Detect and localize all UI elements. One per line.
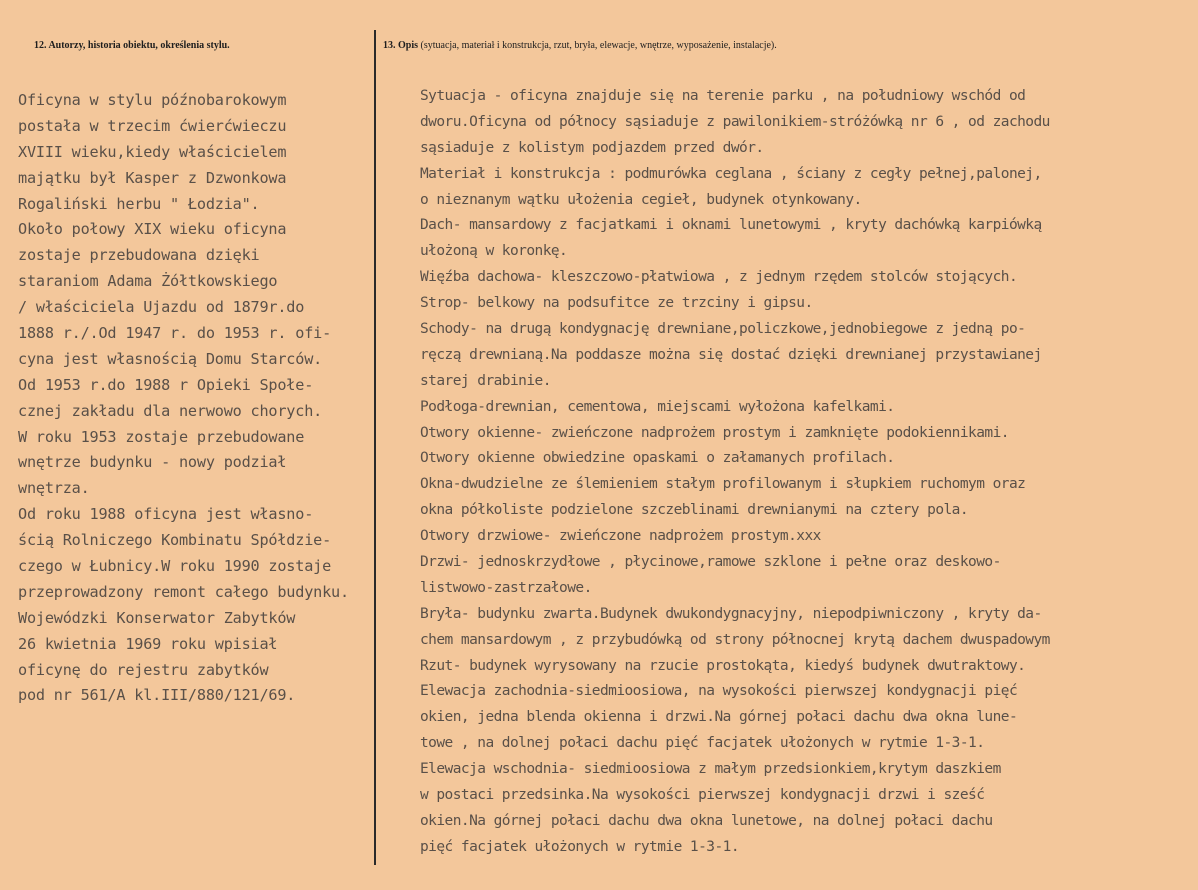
history-line: ścią Rolniczego Kombinatu Spółdzie- xyxy=(18,531,332,550)
description-line: okna półkoliste podzielone szczeblinami drewnianymi na cztery pola. xyxy=(420,502,969,519)
description-line: Dach- mansardowy z facjatkami i oknami lunetowymi , kryty dachówką karpiówką xyxy=(420,217,1042,234)
history-line: XVIII wieku,kiedy właścicielem xyxy=(18,142,287,161)
section-13-heading xyxy=(383,40,777,51)
section-12-heading xyxy=(34,40,230,51)
description-line: sąsiaduje z kolistym podjazdem przed dwór. xyxy=(420,139,764,156)
description-line: okien.Na górnej połaci dachu dwa okna lunetowe, na dolnej połaci dachu xyxy=(420,812,993,829)
history-line: wnętrze budynku - nowy podział xyxy=(18,453,287,472)
description-line: Otwory okienne- zwieńczone nadprożem prostym i zamknięte podokiennikami. xyxy=(420,424,1009,441)
history-line: Od roku 1988 oficyna jest własno- xyxy=(18,505,314,524)
description-line: ręczą drewnianą.Na poddasze można się dostać dzięki drewnianej przystawianej xyxy=(420,346,1042,363)
history-line: postała w trzecim ćwierćwieczu xyxy=(18,116,287,135)
description-line: Otwory okienne obwiedzine opaskami o załamanych profilach. xyxy=(420,450,895,467)
description-line: chem mansardowym , z przybudówką od strony północnej krytą dachem dwuspadowym xyxy=(420,631,1050,648)
description-line: Materiał i konstrukcja : podmurówka ceglana , ściany z cegły pełnej,palonej, xyxy=(420,165,1042,182)
description-line: pięć facjatek ułożonych w rytmie 1-3-1. xyxy=(420,838,740,855)
history-line: / właściciela Ujazdu od 1879r.do xyxy=(18,298,305,317)
history-line: oficynę do rejestru zabytków xyxy=(18,660,269,679)
history-line: 26 kwietnia 1969 roku wpisiał xyxy=(18,634,278,653)
description-line: Podłoga-drewnian, cementowa, miejscami wyłożona kafelkami. xyxy=(420,398,895,415)
description-line: okien, jedna blenda okienna i drzwi.Na górnej połaci dachu dwa okna lune- xyxy=(420,709,1018,726)
history-line: staraniom Adama Żółtkowskiego xyxy=(18,272,278,291)
description-line: Schody- na drugą kondygnację drewniane,policzkowe,jednobiegowe z jedną po- xyxy=(420,321,1026,338)
history-line: zostaje przebudowana dzięki xyxy=(18,246,260,265)
description-line: Otwory drzwiowe- zwieńczone nadprożem prostym.xxx xyxy=(420,528,821,545)
history-line: 1888 r./.Od 1947 r. do 1953 r. ofi- xyxy=(18,324,332,343)
description-line: Bryła- budynku zwarta.Budynek dwukondygnacyjny, niepodpiwniczony , kryty da- xyxy=(420,605,1042,622)
description-line: Strop- belkowy na podsufitce ze trzciny i gipsu. xyxy=(420,295,813,312)
history-text-column xyxy=(18,88,349,709)
description-line: Więźba dachowa- kleszczowo-płatwiowa , z jednym rzędem stolców stojących. xyxy=(420,269,1018,286)
history-line: Rogaliński herbu " Łodzia". xyxy=(18,194,260,213)
history-line: Około połowy XIX wieku oficyna xyxy=(18,220,287,239)
history-line: majątku był Kasper z Dzwonkowa xyxy=(18,168,287,187)
section-13-heading-text: (sytuacja, materiał i konstrukcja, rzut, bryła, elewacje, wnętrze, wyposażenie, instalacje). xyxy=(418,40,777,51)
description-line: starej drabinie. xyxy=(420,372,551,389)
section-13-heading-number: 13. Opis xyxy=(383,40,419,51)
section-12-heading-text: 12. Autorzy, historia obiektu, określenia stylu. xyxy=(34,40,230,51)
history-line: wnętrza. xyxy=(18,479,90,498)
description-line: dworu.Oficyna od północy sąsiaduje z pawilonikiem-stróżówką nr 6 , od zachodu xyxy=(420,113,1050,130)
history-line: cyna jest własnością Domu Starców. xyxy=(18,349,323,368)
column-divider xyxy=(374,30,376,865)
history-line: przeprowadzony remont całego budynku. xyxy=(18,582,349,601)
description-line: Sytuacja - oficyna znajduje się na terenie parku , na południowy wschód od xyxy=(420,88,1026,104)
history-line: Wojewódzki Konserwator Zabytków xyxy=(18,608,296,627)
history-line: Oficyna w stylu późnobarokowym xyxy=(18,91,287,109)
description-line: Okna-dwudzielne ze ślemieniem stałym profilowanym i słupkiem ruchomym oraz xyxy=(420,476,1026,493)
history-line: Od 1953 r.do 1988 r Opieki Społe- xyxy=(18,375,314,394)
history-line: cznej zakładu dla nerwowo chorych. xyxy=(18,401,323,420)
description-line: listwowo-zastrzałowe. xyxy=(420,579,592,596)
description-line: ułożoną w koronkę. xyxy=(420,243,568,260)
description-line: Drzwi- jednoskrzydłowe , płycinowe,ramowe szklone i pełne oraz deskowo- xyxy=(420,554,1001,571)
history-line: pod nr 561/A kl.III/880/121/69. xyxy=(18,686,296,705)
description-text-column xyxy=(420,84,1050,861)
description-line: towe , na dolnej połaci dachu pięć facjatek ułożonych w rytmie 1-3-1. xyxy=(420,735,985,752)
description-line: Elewacja zachodnia-siedmioosiowa, na wysokości pierwszej kondygnacji pięć xyxy=(420,683,1018,700)
description-line: Rzut- budynek wyrysowany na rzucie prostokąta, kiedyś budynek dwutraktowy. xyxy=(420,657,1026,674)
history-line: czego w Łubnicy.W roku 1990 zostaje xyxy=(18,557,332,576)
description-line: Elewacja wschodnia- siedmioosiowa z małym przedsionkiem,krytym daszkiem xyxy=(420,761,1001,778)
description-line: o nieznanym wątku ułożenia cegieł, budynek otynkowany. xyxy=(420,191,862,208)
history-line: W roku 1953 zostaje przebudowane xyxy=(18,427,305,446)
description-line: w postaci przedsinka.Na wysokości pierwszej kondygnacji drzwi i sześć xyxy=(420,787,985,804)
